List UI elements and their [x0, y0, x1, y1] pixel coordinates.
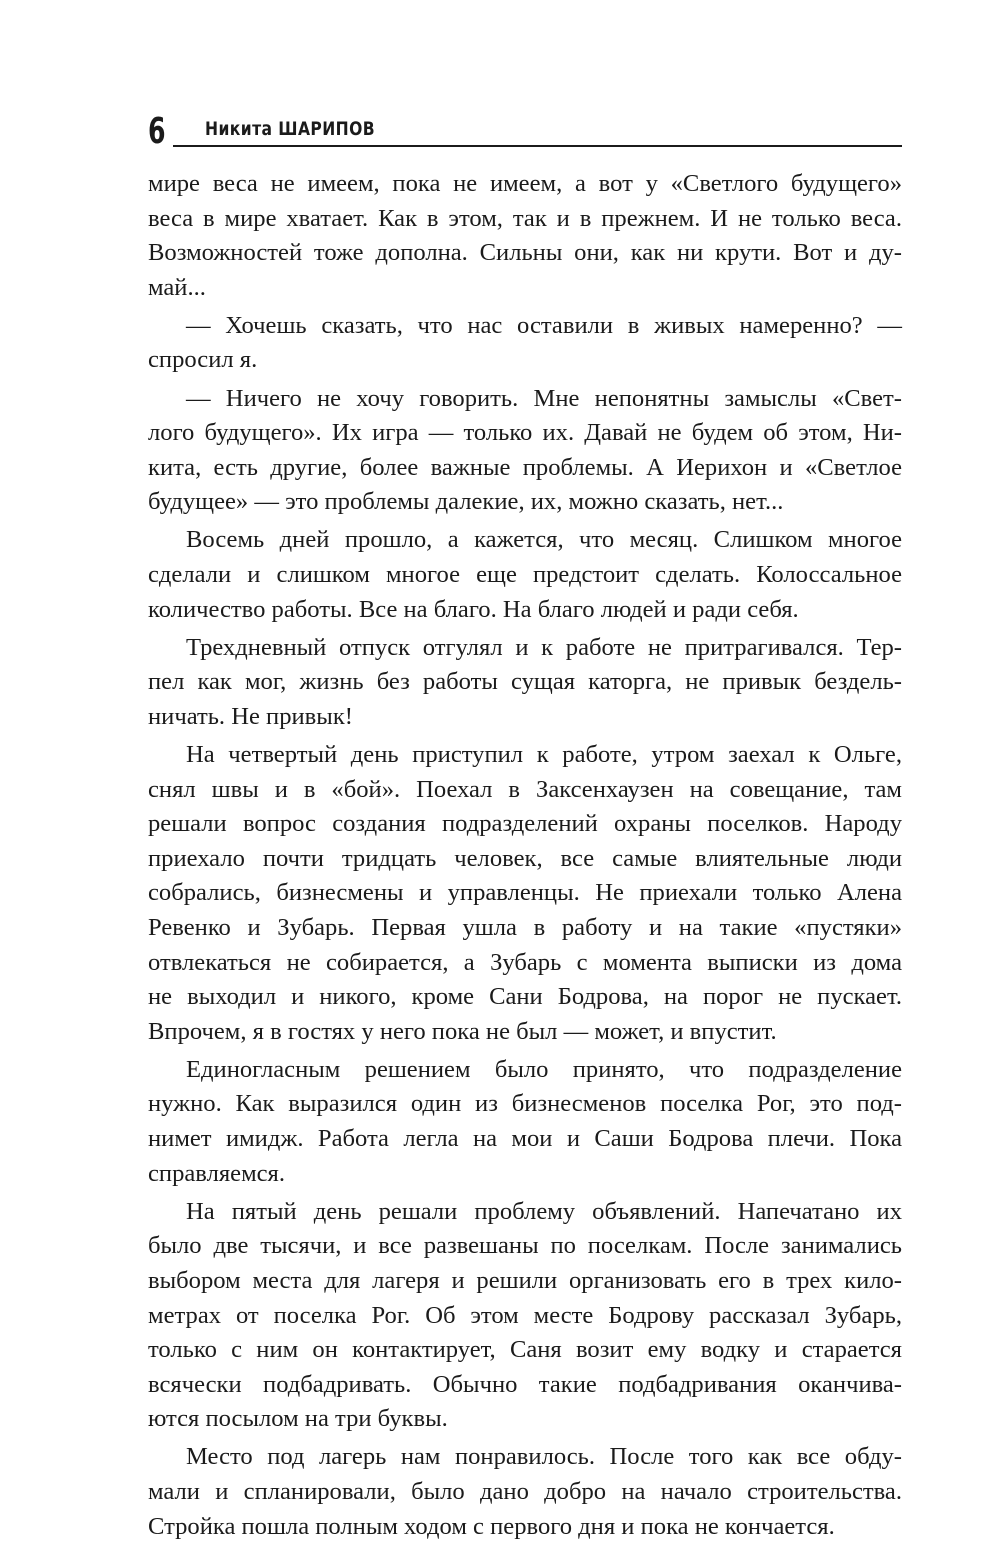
text-line: будущее» — это проблемы далекие, их, можно сказать, нет...: [148, 488, 784, 516]
text-line: Стройка пошла полным ходом с первого дня и пока не кончается.: [148, 1512, 835, 1540]
text-line: ются посылом на три буквы.: [148, 1405, 448, 1433]
text-line: Ревенко и Зубарь. Первая ушла в работу и на такие «пустяки»: [148, 913, 902, 941]
text-line: справляемся.: [148, 1159, 286, 1187]
text-line: — Хочешь сказать, что нас оставили в живых намеренно? —: [186, 311, 902, 339]
text-line: На пятый день решали проблему объявлений. Напечатано их: [186, 1197, 902, 1225]
text-line: снял швы и в «бой». Поехал в Заксенхаузен на совещание, там: [148, 775, 902, 803]
text-line: спросил я.: [148, 346, 258, 374]
text-line: Единогласным решением было принято, что подразделение: [186, 1055, 902, 1083]
text-line: собрались, бизнесмены и управленцы. Не приехали только Алена: [148, 879, 902, 907]
paragraph: [148, 738, 902, 1049]
text-line: всячески подбадривать. Обычно такие подбадривания оканчива-: [148, 1370, 902, 1398]
text-line: пел как мог, жизнь без работы сущая каторга, не привык бездель-: [148, 668, 902, 696]
text-line: количество работы. Все на благо. На благо людей и ради себя.: [148, 595, 799, 623]
text-line: выбором места для лагеря и решили организовать его в трех кило-: [148, 1266, 902, 1294]
text-line: мире веса не имеем, пока не имеем, а вот у «Светлого будущего»: [148, 170, 902, 197]
header-rule: [173, 145, 902, 147]
paragraph: [148, 309, 902, 378]
paragraph: [148, 167, 902, 305]
paragraph: [148, 1195, 902, 1437]
text-line: нужно. Как выразился один из бизнесменов поселка Рог, это под-: [148, 1090, 902, 1118]
text-line: было две тысячи, и все развешаны по поселкам. После занимались: [148, 1232, 902, 1260]
text-line: приехало почти тридцать человек, все самые влиятельные люди: [148, 844, 902, 872]
text-line: мали и спланировали, было дано добро на начало строительства.: [148, 1477, 902, 1505]
text-line: Возможностей тоже дополна. Сильны они, как ни крути. Вот и ду-: [148, 239, 902, 267]
paragraph: [148, 1440, 902, 1544]
text-line: ничать. Не привык!: [148, 702, 353, 730]
text-line: отвлекаться не собирается, а Зубарь с момента выписки из дома: [148, 948, 902, 976]
text-line: Восемь дней прошло, а кажется, что месяц. Слишком многое: [186, 526, 902, 554]
text-line: — Ничего не хочу говорить. Мне непонятны замыслы «Свет-: [186, 384, 902, 412]
paragraph: [148, 523, 902, 627]
text-line: лого будущего». Их игра — только их. Давай не будем об этом, Ни-: [148, 419, 902, 447]
text-line: веса в мире хватает. Как в этом, так и в прежнем. И не только веса.: [148, 204, 902, 232]
page-number: 6: [148, 111, 166, 152]
text-line: сделали и слишком многое еще предстоит сделать. Колоссальное: [148, 561, 902, 589]
text-line: Впрочем, я в гостях у него пока не был — может, и впустит.: [148, 1017, 777, 1045]
paragraph: [148, 1053, 902, 1191]
text-line: нимет имидж. Работа легла на мои и Саши Бодрова плечи. Пока: [148, 1125, 902, 1153]
text-line: кита, есть другие, более важные проблемы. А Иерихон и «Светлое: [148, 453, 902, 481]
text-line: Место под лагерь нам понравилось. После того как все обду-: [186, 1443, 902, 1471]
body-text: [148, 167, 902, 1548]
text-line: Трехдневный отпуск отгулял и к работе не притрагивался. Тер-: [186, 633, 902, 661]
text-line: только с ним он контактирует, Саня возит ему водку и старается: [148, 1336, 902, 1364]
paragraph: [148, 382, 902, 520]
paragraph: [148, 631, 902, 735]
text-line: май...: [148, 273, 206, 301]
page-header: [148, 112, 902, 152]
text-line: решали вопрос создания подразделений охраны поселков. Народу: [148, 810, 902, 838]
text-line: не выходил и никого, кроме Сани Бодрова, на порог не пускает.: [148, 983, 902, 1011]
running-title: Никита ШАРИПОВ: [205, 118, 376, 140]
text-line: На четвертый день приступил к работе, утром заехал к Ольге,: [186, 741, 902, 768]
text-line: метрах от поселка Рог. Об этом месте Бодрову рассказал Зубарь,: [148, 1301, 902, 1329]
